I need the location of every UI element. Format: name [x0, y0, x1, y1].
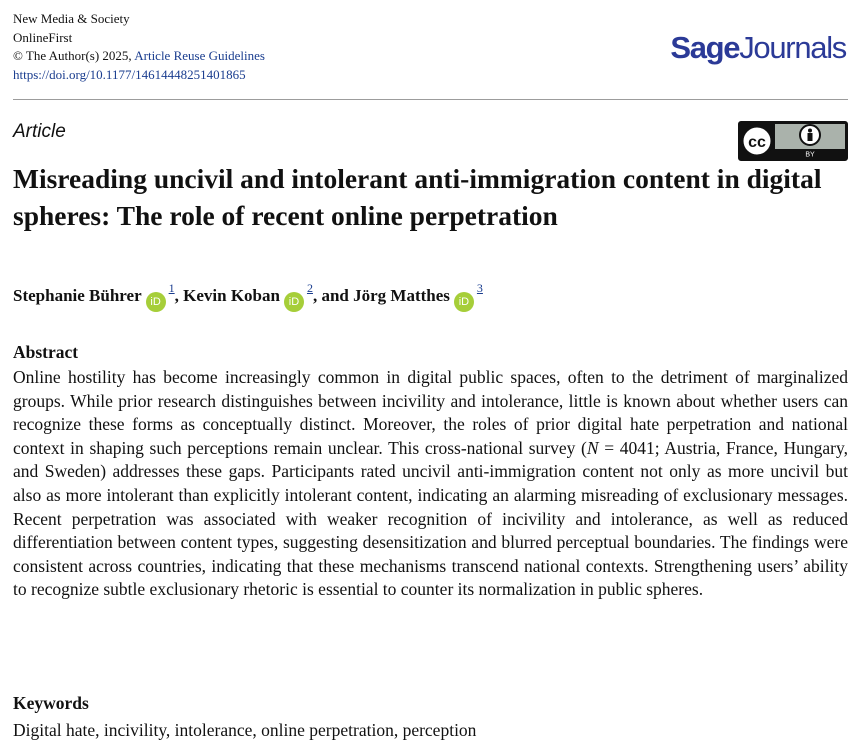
orcid-icon[interactable]: iD	[284, 292, 304, 312]
logo-bold-text: Sage	[670, 30, 740, 65]
author-name: Kevin Koban	[183, 286, 280, 305]
abstract-text-part-2: = 4041; Austria, France, Hungary, and Sweden) addresses these gaps. Participants rated uncivil anti-immigration content not only as more uncivil but also as more intolerant than explicitly intolerant content, indicating an alarming misreading of exclusionary messages. Recent perpetration was associated with weaker recognition of incivility and intolerance, as well as reduced differentiation between content types, suggesting desensitization and blurred perceptual boundaries. The findings were consistent across countries, indicating that these mechanisms transcend national contexts. Strengthening users’ ability to recognize subtle exclusionary rhetoric is essential to counter its normalization in public spheres.	[13, 437, 848, 600]
article-type-label: Article	[13, 121, 66, 142]
author-name: Stephanie Bührer	[13, 286, 142, 305]
author-list	[13, 275, 483, 312]
orcid-icon[interactable]: iD	[454, 292, 474, 312]
affiliation-link[interactable]: 2	[306, 281, 313, 295]
author-name: Jörg Matthes	[353, 286, 450, 305]
abstract-text	[13, 366, 848, 602]
sage-journals-logo[interactable]	[670, 30, 846, 66]
abstract-text-part-1: Online hostility has become increasingly common in digital public spaces, often to the detriment of marginalized groups. While prior research distinguishes between incivility and intolerance, little is known about whether users can recognize these forms as conceptually distinct. Moreover, the roles of prior digital hate perpetration and national context in shaping such perceptions remain unclear. This cross-national survey (	[13, 367, 848, 458]
copyright-text: © The Author(s) 2025,	[13, 48, 132, 63]
cc-text: cc	[748, 134, 766, 151]
doi-link[interactable]: https://doi.org/10.1177/14614448251401865	[13, 66, 246, 82]
journal-name: New Media & Society	[13, 11, 130, 26]
author-separator: , and	[312, 286, 354, 305]
header-divider	[13, 99, 848, 100]
sample-size-symbol: N	[586, 437, 599, 458]
copyright-line	[13, 47, 265, 66]
affiliation-link[interactable]: 3	[476, 281, 483, 295]
article-title: Misreading uncivil and intolerant anti-immigration content in digital spheres: The role of recent online perpetration	[13, 163, 822, 231]
journal-header	[13, 10, 265, 84]
cc-by-license-badge[interactable]	[738, 121, 848, 161]
keywords-heading: Keywords	[13, 693, 89, 713]
orcid-icon[interactable]: iD	[146, 292, 166, 312]
by-text: BY	[805, 151, 815, 159]
affiliation-link[interactable]: 1	[168, 281, 175, 295]
author-separator: ,	[174, 286, 184, 305]
cc-by-icon	[739, 122, 847, 160]
keywords-list: Digital hate, incivility, intolerance, online perpetration, perception	[13, 720, 477, 740]
abstract-heading: Abstract	[13, 342, 79, 362]
reuse-guidelines-link[interactable]: Article Reuse Guidelines	[134, 48, 265, 63]
logo-light-text: Journals	[739, 30, 846, 65]
publication-status: OnlineFirst	[13, 29, 73, 45]
